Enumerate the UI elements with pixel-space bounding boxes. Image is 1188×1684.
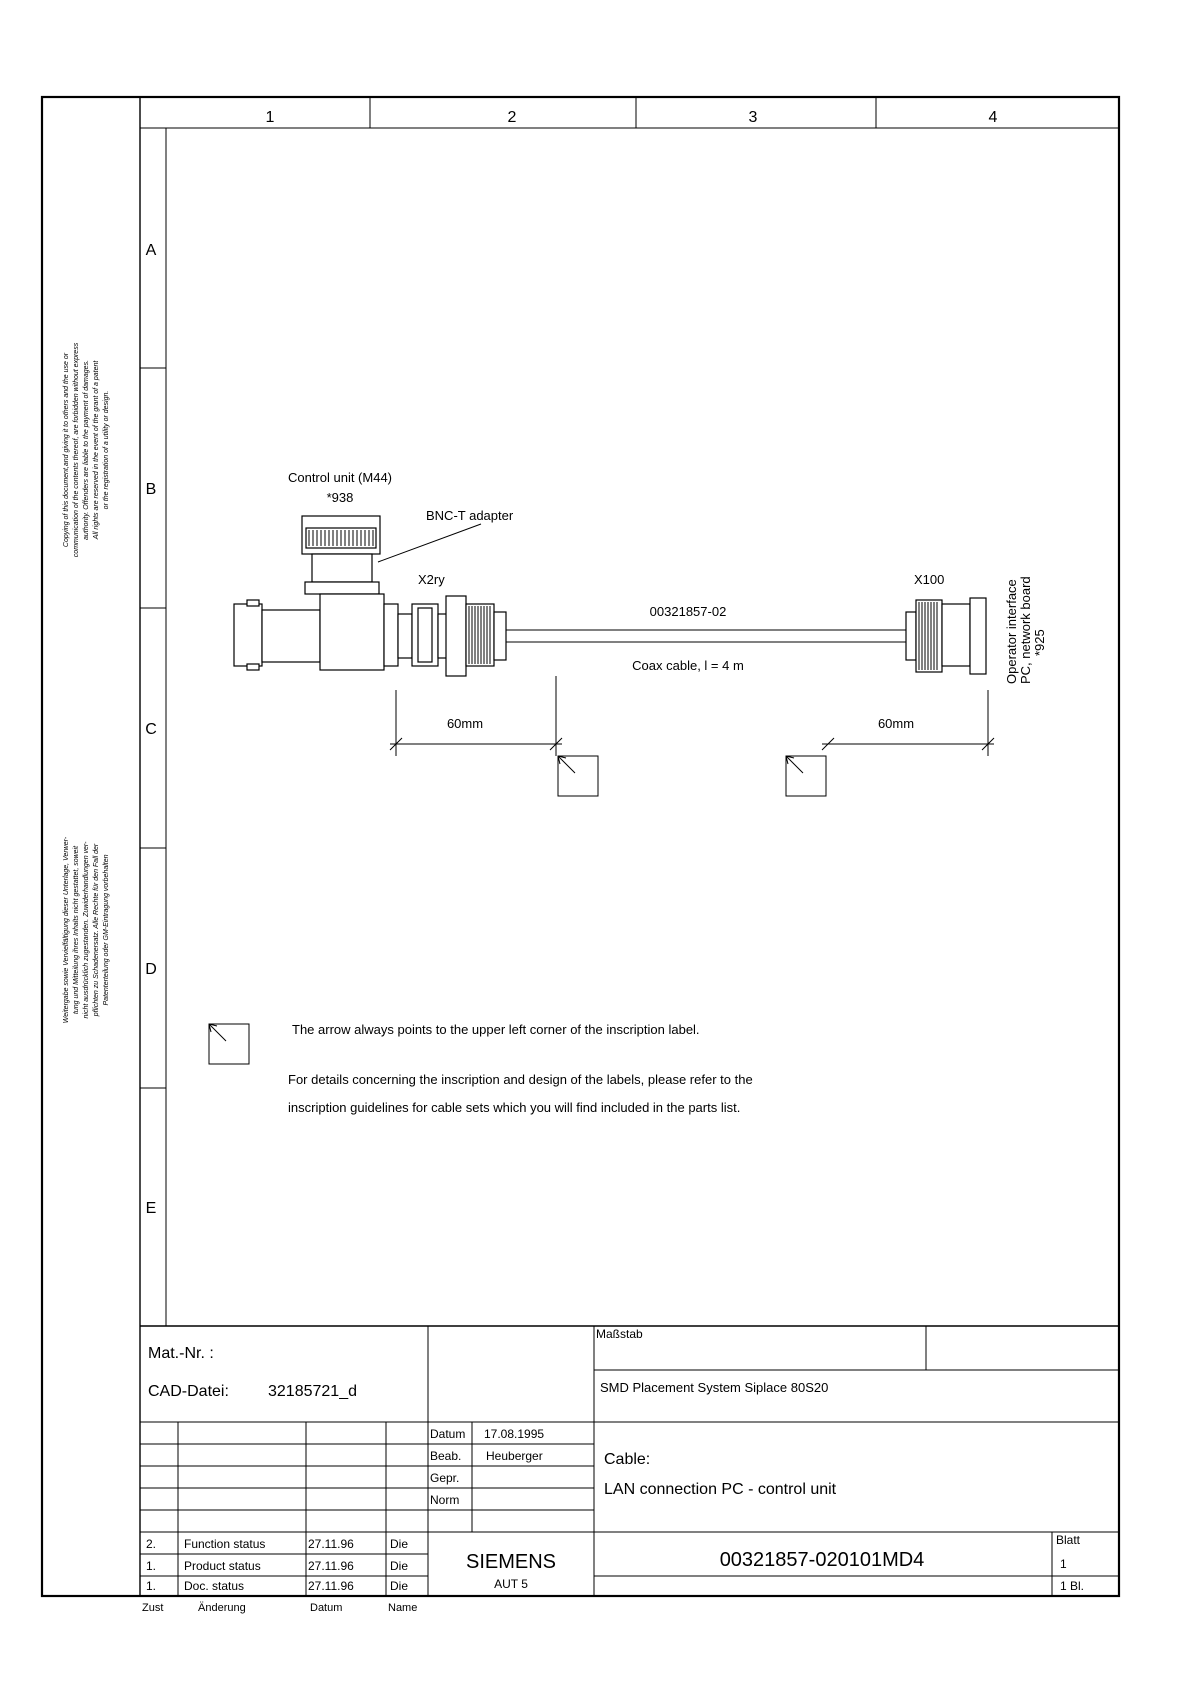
column-label: 1 bbox=[265, 109, 275, 126]
sheet-label: Blatt bbox=[1056, 1533, 1081, 1547]
row-label: D bbox=[145, 961, 157, 978]
drawing-number: 00321857-020101MD4 bbox=[719, 1549, 925, 1571]
operator-label-line: PC, network board bbox=[1018, 576, 1033, 684]
control-unit-code: *938 bbox=[326, 490, 354, 505]
control-unit-label: Control unit (M44) bbox=[287, 470, 393, 485]
sheet-value: 1 bbox=[1060, 1557, 1067, 1571]
system-name: SMD Placement System Siplace 80S20 bbox=[600, 1380, 829, 1395]
rev-aenderung: Function status bbox=[184, 1537, 266, 1551]
drawing-title-line-1: Cable: bbox=[604, 1451, 651, 1468]
rev-zust: 2. bbox=[146, 1537, 157, 1551]
operator-label-line: *925 bbox=[1032, 629, 1047, 656]
rev-header-name: Name bbox=[388, 1602, 418, 1614]
rev-datum: 27.11.96 bbox=[308, 1537, 354, 1551]
cad-label: CAD-Datei: bbox=[148, 1383, 229, 1400]
cable-description: Coax cable, l = 4 m bbox=[632, 658, 744, 673]
legal-line: Copying of this document,and giving it to others and the use or bbox=[63, 352, 70, 548]
drawing-title-line-2: LAN connection PC - control unit bbox=[604, 1481, 837, 1498]
datum-label: Datum bbox=[430, 1427, 466, 1441]
legal-line: communication of the contents thereof, are forbidden without express bbox=[73, 342, 80, 558]
inscription-label-box bbox=[786, 756, 826, 796]
mat-nr-label: Mat.-Nr. : bbox=[148, 1345, 214, 1362]
column-label: 2 bbox=[507, 109, 517, 126]
legal-line: or the registration of a utility or design. bbox=[103, 390, 110, 510]
left-cable-connector bbox=[438, 596, 506, 676]
details-note-line: For details concerning the inscription and design of the labels, please refer to the bbox=[288, 1072, 753, 1087]
rev-zust: 1. bbox=[146, 1559, 157, 1573]
row-label: A bbox=[145, 242, 157, 259]
connector-right-label: X100 bbox=[914, 572, 945, 587]
details-note-line: inscription guidelines for cable sets which you will find included in the parts list. bbox=[288, 1100, 741, 1115]
row-label: C bbox=[145, 721, 157, 738]
adapter-leader-line bbox=[378, 524, 481, 562]
row-label: E bbox=[145, 1200, 157, 1217]
operator-label-line: Operator interface bbox=[1004, 579, 1019, 684]
rev-name: Die bbox=[390, 1579, 409, 1593]
rev-zust: 1. bbox=[146, 1579, 157, 1593]
column-label: 4 bbox=[988, 109, 998, 126]
rev-name: Die bbox=[390, 1537, 409, 1551]
rev-datum: 27.11.96 bbox=[308, 1559, 354, 1573]
rev-header-zust: Zust bbox=[142, 1602, 164, 1614]
legal-notice-english bbox=[63, 342, 110, 557]
department: AUT 5 bbox=[494, 1577, 528, 1591]
gepr-label: Gepr. bbox=[430, 1471, 460, 1485]
rev-datum: 27.11.96 bbox=[308, 1579, 354, 1593]
cad-value: 32185721_d bbox=[268, 1383, 357, 1400]
legal-line: pflichten zu Schadenersatz. Alle Rechte für den Fall der bbox=[93, 843, 100, 1017]
coax-cable bbox=[506, 630, 906, 642]
column-label: 3 bbox=[748, 109, 758, 126]
company-name: SIEMENS bbox=[465, 1551, 557, 1573]
legal-line: tung und Mitteilung ihres Inhalts nicht gestattet, soweit bbox=[73, 845, 80, 1015]
scale-label: Maßstab bbox=[596, 1327, 643, 1341]
inscription-label-box bbox=[558, 756, 598, 796]
rev-aenderung: Product status bbox=[184, 1559, 261, 1573]
arrow-note: The arrow always points to the upper left corner of the inscription label. bbox=[292, 1022, 700, 1037]
legal-line: Weitergabe sowie Vervielfältigung dieser Unterlage, Verwer- bbox=[63, 836, 70, 1024]
legal-line: authority. Offenders are liable to the payment of damages. bbox=[83, 359, 90, 541]
rev-header-aenderung: Änderung bbox=[198, 1602, 246, 1614]
datum-value: 17.08.1995 bbox=[484, 1427, 545, 1441]
norm-label: Norm bbox=[430, 1493, 460, 1507]
row-label: B bbox=[145, 481, 157, 498]
bnc-t-adapter bbox=[234, 594, 438, 670]
bnc-vertical-connector bbox=[302, 516, 380, 594]
right-cable-connector bbox=[906, 598, 986, 674]
rev-aenderung: Doc. status bbox=[184, 1579, 245, 1593]
legal-line: nicht ausdrücklich zugestanden. Zuwiderhandlungen ver- bbox=[83, 841, 90, 1019]
legal-line: All rights are reserved in the event of the grant of a patent bbox=[93, 360, 100, 540]
legend-label-box bbox=[209, 1024, 249, 1064]
connector-left-label: X2ry bbox=[418, 572, 445, 587]
sheet-total: 1 Bl. bbox=[1060, 1579, 1085, 1593]
legal-line: Patenterteilung oder GM-Eintragung vorbehalten bbox=[103, 854, 110, 1006]
operator-interface-label bbox=[1004, 576, 1047, 684]
legal-notice-german bbox=[63, 836, 110, 1023]
beab-label: Beab. bbox=[430, 1449, 462, 1463]
rev-header-datum: Datum bbox=[310, 1602, 343, 1614]
beab-value: Heuberger bbox=[486, 1449, 543, 1463]
dimension-right-label: 60mm bbox=[877, 716, 915, 731]
rev-name: Die bbox=[390, 1559, 409, 1573]
cable-part-number: 00321857-02 bbox=[649, 604, 727, 619]
sheet-border bbox=[42, 97, 1119, 1596]
adapter-label: BNC-T adapter bbox=[426, 508, 514, 523]
dimension-left-label: 60mm bbox=[446, 716, 484, 731]
